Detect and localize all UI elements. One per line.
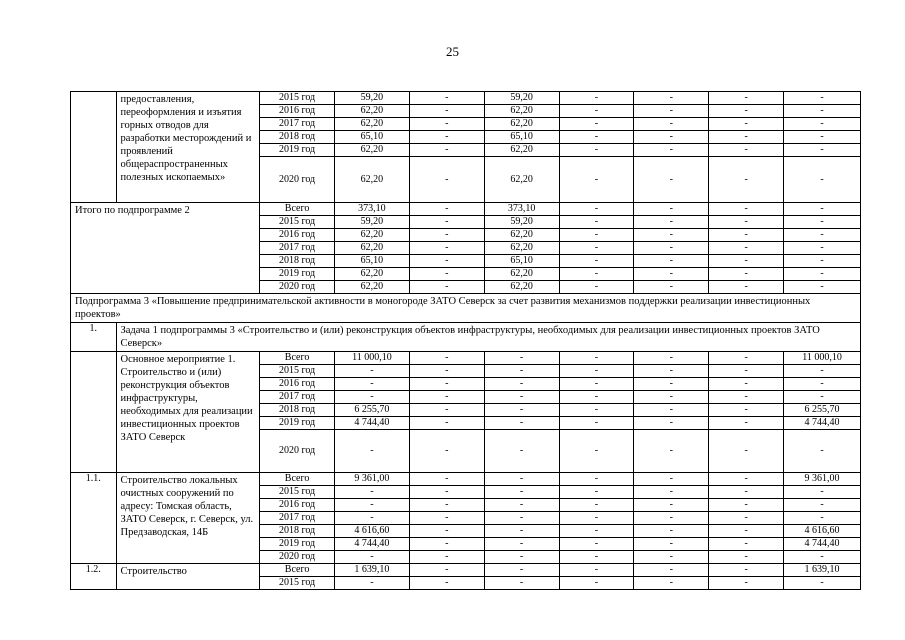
amount-cell: -	[709, 105, 784, 118]
amount-cell: -	[784, 430, 861, 473]
row-number: 1.2.	[71, 564, 117, 590]
amount-cell: 65,10	[484, 255, 559, 268]
amount-cell: -	[559, 430, 634, 473]
amount-cell: -	[559, 268, 634, 281]
amount-cell: -	[634, 255, 709, 268]
task-row	[71, 323, 861, 352]
amount-cell: -	[334, 391, 409, 404]
amount-cell: 59,20	[484, 216, 559, 229]
amount-cell: -	[409, 473, 484, 486]
amount-cell: 62,20	[484, 144, 559, 157]
amount-cell: -	[484, 486, 559, 499]
table-body	[71, 92, 861, 590]
amount-cell: -	[634, 268, 709, 281]
amount-cell: -	[634, 512, 709, 525]
amount-cell: 1 639,10	[784, 564, 861, 577]
amount-cell: -	[634, 525, 709, 538]
amount-cell: 11 000,10	[334, 352, 409, 365]
period-cell: Всего	[260, 564, 335, 577]
period-cell: 2017 год	[260, 391, 335, 404]
amount-cell: -	[634, 144, 709, 157]
amount-cell: -	[634, 157, 709, 203]
period-cell: 2018 год	[260, 131, 335, 144]
subprogram-title: Подпрограмма 3 «Повышение предпринимательской активности в моногороде ЗАТО Северск за счет развития механизмов поддержки реализации инвестиционных проектов»	[71, 294, 861, 323]
amount-cell: -	[484, 577, 559, 590]
amount-cell: 9 361,00	[334, 473, 409, 486]
amount-cell: 4 744,40	[334, 417, 409, 430]
amount-cell: 59,20	[484, 92, 559, 105]
amount-cell: -	[634, 391, 709, 404]
period-cell: 2020 год	[260, 281, 335, 294]
amount-cell: -	[409, 144, 484, 157]
amount-cell: -	[484, 404, 559, 417]
period-cell: 2015 год	[260, 216, 335, 229]
amount-cell: -	[709, 538, 784, 551]
amount-cell: -	[409, 268, 484, 281]
amount-cell: -	[484, 391, 559, 404]
amount-cell: -	[784, 216, 861, 229]
amount-cell: -	[634, 203, 709, 216]
amount-cell: 62,20	[334, 268, 409, 281]
task-number: 1.	[71, 323, 117, 352]
period-cell: 2019 год	[260, 268, 335, 281]
amount-cell: -	[709, 281, 784, 294]
amount-cell: 4 744,40	[334, 538, 409, 551]
amount-cell: 4 616,60	[334, 525, 409, 538]
period-cell: 2017 год	[260, 512, 335, 525]
amount-cell: -	[409, 118, 484, 131]
amount-cell: -	[634, 131, 709, 144]
amount-cell: 62,20	[484, 281, 559, 294]
amount-cell: -	[559, 551, 634, 564]
amount-cell: -	[484, 564, 559, 577]
table-row	[71, 473, 861, 486]
amount-cell: -	[709, 365, 784, 378]
amount-cell: -	[409, 551, 484, 564]
amount-cell: -	[784, 255, 861, 268]
amount-cell: 4 616,60	[784, 525, 861, 538]
amount-cell: -	[559, 577, 634, 590]
period-cell: 2015 год	[260, 365, 335, 378]
row-number	[71, 92, 117, 203]
amount-cell: -	[484, 352, 559, 365]
period-cell: Всего	[260, 473, 335, 486]
amount-cell: 65,10	[334, 255, 409, 268]
amount-cell: -	[784, 203, 861, 216]
amount-cell: -	[634, 473, 709, 486]
period-cell: 2019 год	[260, 538, 335, 551]
task-title: Задача 1 подпрограммы 3 «Строительство и (или) реконструкция объектов инфраструктуры, необходимых для реализации инвестиционных проектов ЗАТО Северск»	[116, 323, 860, 352]
amount-cell: -	[709, 92, 784, 105]
amount-cell: -	[559, 486, 634, 499]
amount-cell: -	[409, 242, 484, 255]
amount-cell: -	[709, 352, 784, 365]
amount-cell: 62,20	[334, 242, 409, 255]
amount-cell: -	[709, 268, 784, 281]
amount-cell: 65,10	[334, 131, 409, 144]
amount-cell: 6 255,70	[784, 404, 861, 417]
amount-cell: -	[709, 551, 784, 564]
amount-cell: -	[559, 216, 634, 229]
amount-cell: -	[559, 229, 634, 242]
amount-cell: -	[784, 92, 861, 105]
amount-cell: -	[634, 352, 709, 365]
amount-cell: -	[484, 378, 559, 391]
amount-cell: -	[484, 512, 559, 525]
amount-cell: -	[709, 499, 784, 512]
amount-cell: 373,10	[334, 203, 409, 216]
amount-cell: -	[559, 391, 634, 404]
amount-cell: -	[784, 118, 861, 131]
amount-cell: -	[559, 281, 634, 294]
amount-cell: 1 639,10	[334, 564, 409, 577]
amount-cell: -	[709, 577, 784, 590]
amount-cell: -	[484, 365, 559, 378]
amount-cell: -	[409, 131, 484, 144]
amount-cell: -	[559, 499, 634, 512]
amount-cell: -	[409, 378, 484, 391]
table-row	[71, 203, 861, 216]
amount-cell: -	[559, 105, 634, 118]
period-cell: 2016 год	[260, 499, 335, 512]
amount-cell: 62,20	[334, 105, 409, 118]
amount-cell: -	[634, 499, 709, 512]
amount-cell: -	[334, 512, 409, 525]
amount-cell: -	[784, 268, 861, 281]
amount-cell: -	[559, 512, 634, 525]
period-cell: 2016 год	[260, 229, 335, 242]
amount-cell: -	[634, 92, 709, 105]
amount-cell: -	[634, 404, 709, 417]
period-cell: 2020 год	[260, 157, 335, 203]
amount-cell: 62,20	[334, 281, 409, 294]
amount-cell: 4 744,40	[784, 538, 861, 551]
row-label: Строительство локальных очистных сооружений по адресу: Томская область, ЗАТО Северск, г. Северск, ул. Предзаводская, 14Б	[116, 473, 260, 564]
period-cell: 2016 год	[260, 105, 335, 118]
amount-cell: -	[784, 551, 861, 564]
amount-cell: -	[784, 242, 861, 255]
amount-cell: 62,20	[334, 118, 409, 131]
amount-cell: -	[409, 157, 484, 203]
amount-cell: -	[409, 564, 484, 577]
amount-cell: -	[784, 577, 861, 590]
amount-cell: -	[484, 417, 559, 430]
amount-cell: -	[709, 255, 784, 268]
amount-cell: -	[784, 281, 861, 294]
amount-cell: 62,20	[334, 229, 409, 242]
amount-cell: -	[709, 144, 784, 157]
amount-cell: -	[409, 538, 484, 551]
amount-cell: -	[634, 365, 709, 378]
amount-cell: -	[784, 144, 861, 157]
amount-cell: -	[559, 564, 634, 577]
amount-cell: -	[634, 564, 709, 577]
amount-cell: -	[409, 525, 484, 538]
table-row	[71, 92, 861, 105]
amount-cell: -	[334, 577, 409, 590]
period-cell: 2019 год	[260, 144, 335, 157]
amount-cell: -	[559, 131, 634, 144]
amount-cell: -	[784, 391, 861, 404]
amount-cell: -	[409, 229, 484, 242]
amount-cell: -	[334, 365, 409, 378]
amount-cell: 59,20	[334, 216, 409, 229]
amount-cell: -	[409, 430, 484, 473]
amount-cell: -	[409, 92, 484, 105]
row-label: предоставления, переоформления и изъятия горных отводов для разработки месторождений и проявлений общераспространенных полезных ископаемых»	[116, 92, 260, 203]
amount-cell: -	[634, 430, 709, 473]
amount-cell: -	[559, 242, 634, 255]
amount-cell: -	[409, 255, 484, 268]
amount-cell: -	[634, 105, 709, 118]
period-cell: 2020 год	[260, 551, 335, 564]
period-cell: 2018 год	[260, 404, 335, 417]
period-cell: 2018 год	[260, 255, 335, 268]
row-label: Итого по подпрограмме 2	[71, 203, 260, 294]
amount-cell: -	[559, 417, 634, 430]
amount-cell: 4 744,40	[784, 417, 861, 430]
amount-cell: -	[409, 486, 484, 499]
amount-cell: 6 255,70	[334, 404, 409, 417]
amount-cell: 62,20	[484, 105, 559, 118]
amount-cell: -	[484, 430, 559, 473]
period-cell: 2015 год	[260, 92, 335, 105]
amount-cell: -	[784, 378, 861, 391]
amount-cell: -	[634, 551, 709, 564]
amount-cell: 65,10	[484, 131, 559, 144]
amount-cell: -	[484, 499, 559, 512]
row-number	[71, 352, 117, 473]
amount-cell: -	[559, 538, 634, 551]
amount-cell: -	[709, 564, 784, 577]
amount-cell: -	[709, 157, 784, 203]
amount-cell: -	[559, 255, 634, 268]
amount-cell: -	[634, 538, 709, 551]
amount-cell: -	[559, 157, 634, 203]
amount-cell: -	[634, 242, 709, 255]
amount-cell: -	[559, 203, 634, 216]
amount-cell: -	[709, 525, 784, 538]
amount-cell: -	[559, 404, 634, 417]
amount-cell: -	[709, 404, 784, 417]
amount-cell: -	[634, 118, 709, 131]
amount-cell: -	[409, 281, 484, 294]
amount-cell: 11 000,10	[784, 352, 861, 365]
period-cell: 2020 год	[260, 430, 335, 473]
period-cell: Всего	[260, 352, 335, 365]
amount-cell: -	[709, 391, 784, 404]
period-cell: 2017 год	[260, 118, 335, 131]
amount-cell: 62,20	[334, 144, 409, 157]
amount-cell: -	[409, 404, 484, 417]
amount-cell: -	[484, 538, 559, 551]
amount-cell: -	[409, 365, 484, 378]
table-row	[71, 352, 861, 365]
subprogram-row	[71, 294, 861, 323]
period-cell: Всего	[260, 203, 335, 216]
amount-cell: -	[784, 131, 861, 144]
amount-cell: -	[784, 499, 861, 512]
budget-table	[70, 91, 861, 590]
amount-cell: -	[334, 486, 409, 499]
amount-cell: -	[559, 525, 634, 538]
amount-cell: -	[709, 229, 784, 242]
amount-cell: -	[784, 486, 861, 499]
amount-cell: -	[334, 551, 409, 564]
amount-cell: -	[559, 365, 634, 378]
amount-cell: -	[409, 105, 484, 118]
amount-cell: -	[484, 525, 559, 538]
amount-cell: -	[634, 417, 709, 430]
amount-cell: -	[709, 203, 784, 216]
amount-cell: -	[409, 577, 484, 590]
period-cell: 2017 год	[260, 242, 335, 255]
row-label: Основное мероприятие 1. Строительство и (или) реконструкция объектов инфраструктуры, необходимых для реализации инвестиционных проектов ЗАТО Северск	[116, 352, 260, 473]
amount-cell: -	[634, 577, 709, 590]
amount-cell: -	[559, 92, 634, 105]
amount-cell: -	[559, 378, 634, 391]
amount-cell: -	[709, 430, 784, 473]
amount-cell: -	[409, 216, 484, 229]
period-cell: 2015 год	[260, 577, 335, 590]
amount-cell: -	[409, 391, 484, 404]
amount-cell: -	[634, 378, 709, 391]
row-label: Строительство	[116, 564, 260, 590]
amount-cell: -	[709, 512, 784, 525]
amount-cell: -	[709, 417, 784, 430]
amount-cell: -	[784, 512, 861, 525]
amount-cell: -	[634, 229, 709, 242]
amount-cell: -	[484, 473, 559, 486]
amount-cell: -	[709, 216, 784, 229]
amount-cell: 62,20	[334, 157, 409, 203]
amount-cell: 373,10	[484, 203, 559, 216]
amount-cell: -	[334, 499, 409, 512]
amount-cell: -	[409, 512, 484, 525]
amount-cell: -	[334, 378, 409, 391]
table-row	[71, 564, 861, 577]
amount-cell: -	[559, 144, 634, 157]
period-cell: 2016 год	[260, 378, 335, 391]
amount-cell: 62,20	[484, 268, 559, 281]
amount-cell: -	[634, 216, 709, 229]
row-number: 1.1.	[71, 473, 117, 564]
page-number: 25	[446, 44, 459, 59]
period-cell: 2019 год	[260, 417, 335, 430]
amount-cell: 62,20	[484, 242, 559, 255]
amount-cell: -	[709, 242, 784, 255]
amount-cell: 62,20	[484, 229, 559, 242]
amount-cell: -	[709, 378, 784, 391]
amount-cell: -	[559, 352, 634, 365]
amount-cell: -	[709, 131, 784, 144]
amount-cell: -	[784, 105, 861, 118]
amount-cell: -	[709, 473, 784, 486]
amount-cell: -	[409, 417, 484, 430]
amount-cell: -	[409, 203, 484, 216]
amount-cell: -	[784, 157, 861, 203]
amount-cell: -	[409, 499, 484, 512]
amount-cell: -	[784, 365, 861, 378]
amount-cell: -	[334, 430, 409, 473]
amount-cell: -	[559, 473, 634, 486]
period-cell: 2018 год	[260, 525, 335, 538]
amount-cell: -	[559, 118, 634, 131]
amount-cell: 9 361,00	[784, 473, 861, 486]
amount-cell: -	[634, 281, 709, 294]
amount-cell: -	[484, 551, 559, 564]
amount-cell: -	[709, 118, 784, 131]
amount-cell: 62,20	[484, 157, 559, 203]
amount-cell: 59,20	[334, 92, 409, 105]
amount-cell: -	[784, 229, 861, 242]
amount-cell: -	[709, 486, 784, 499]
amount-cell: -	[409, 352, 484, 365]
period-cell: 2015 год	[260, 486, 335, 499]
amount-cell: 62,20	[484, 118, 559, 131]
amount-cell: -	[634, 486, 709, 499]
